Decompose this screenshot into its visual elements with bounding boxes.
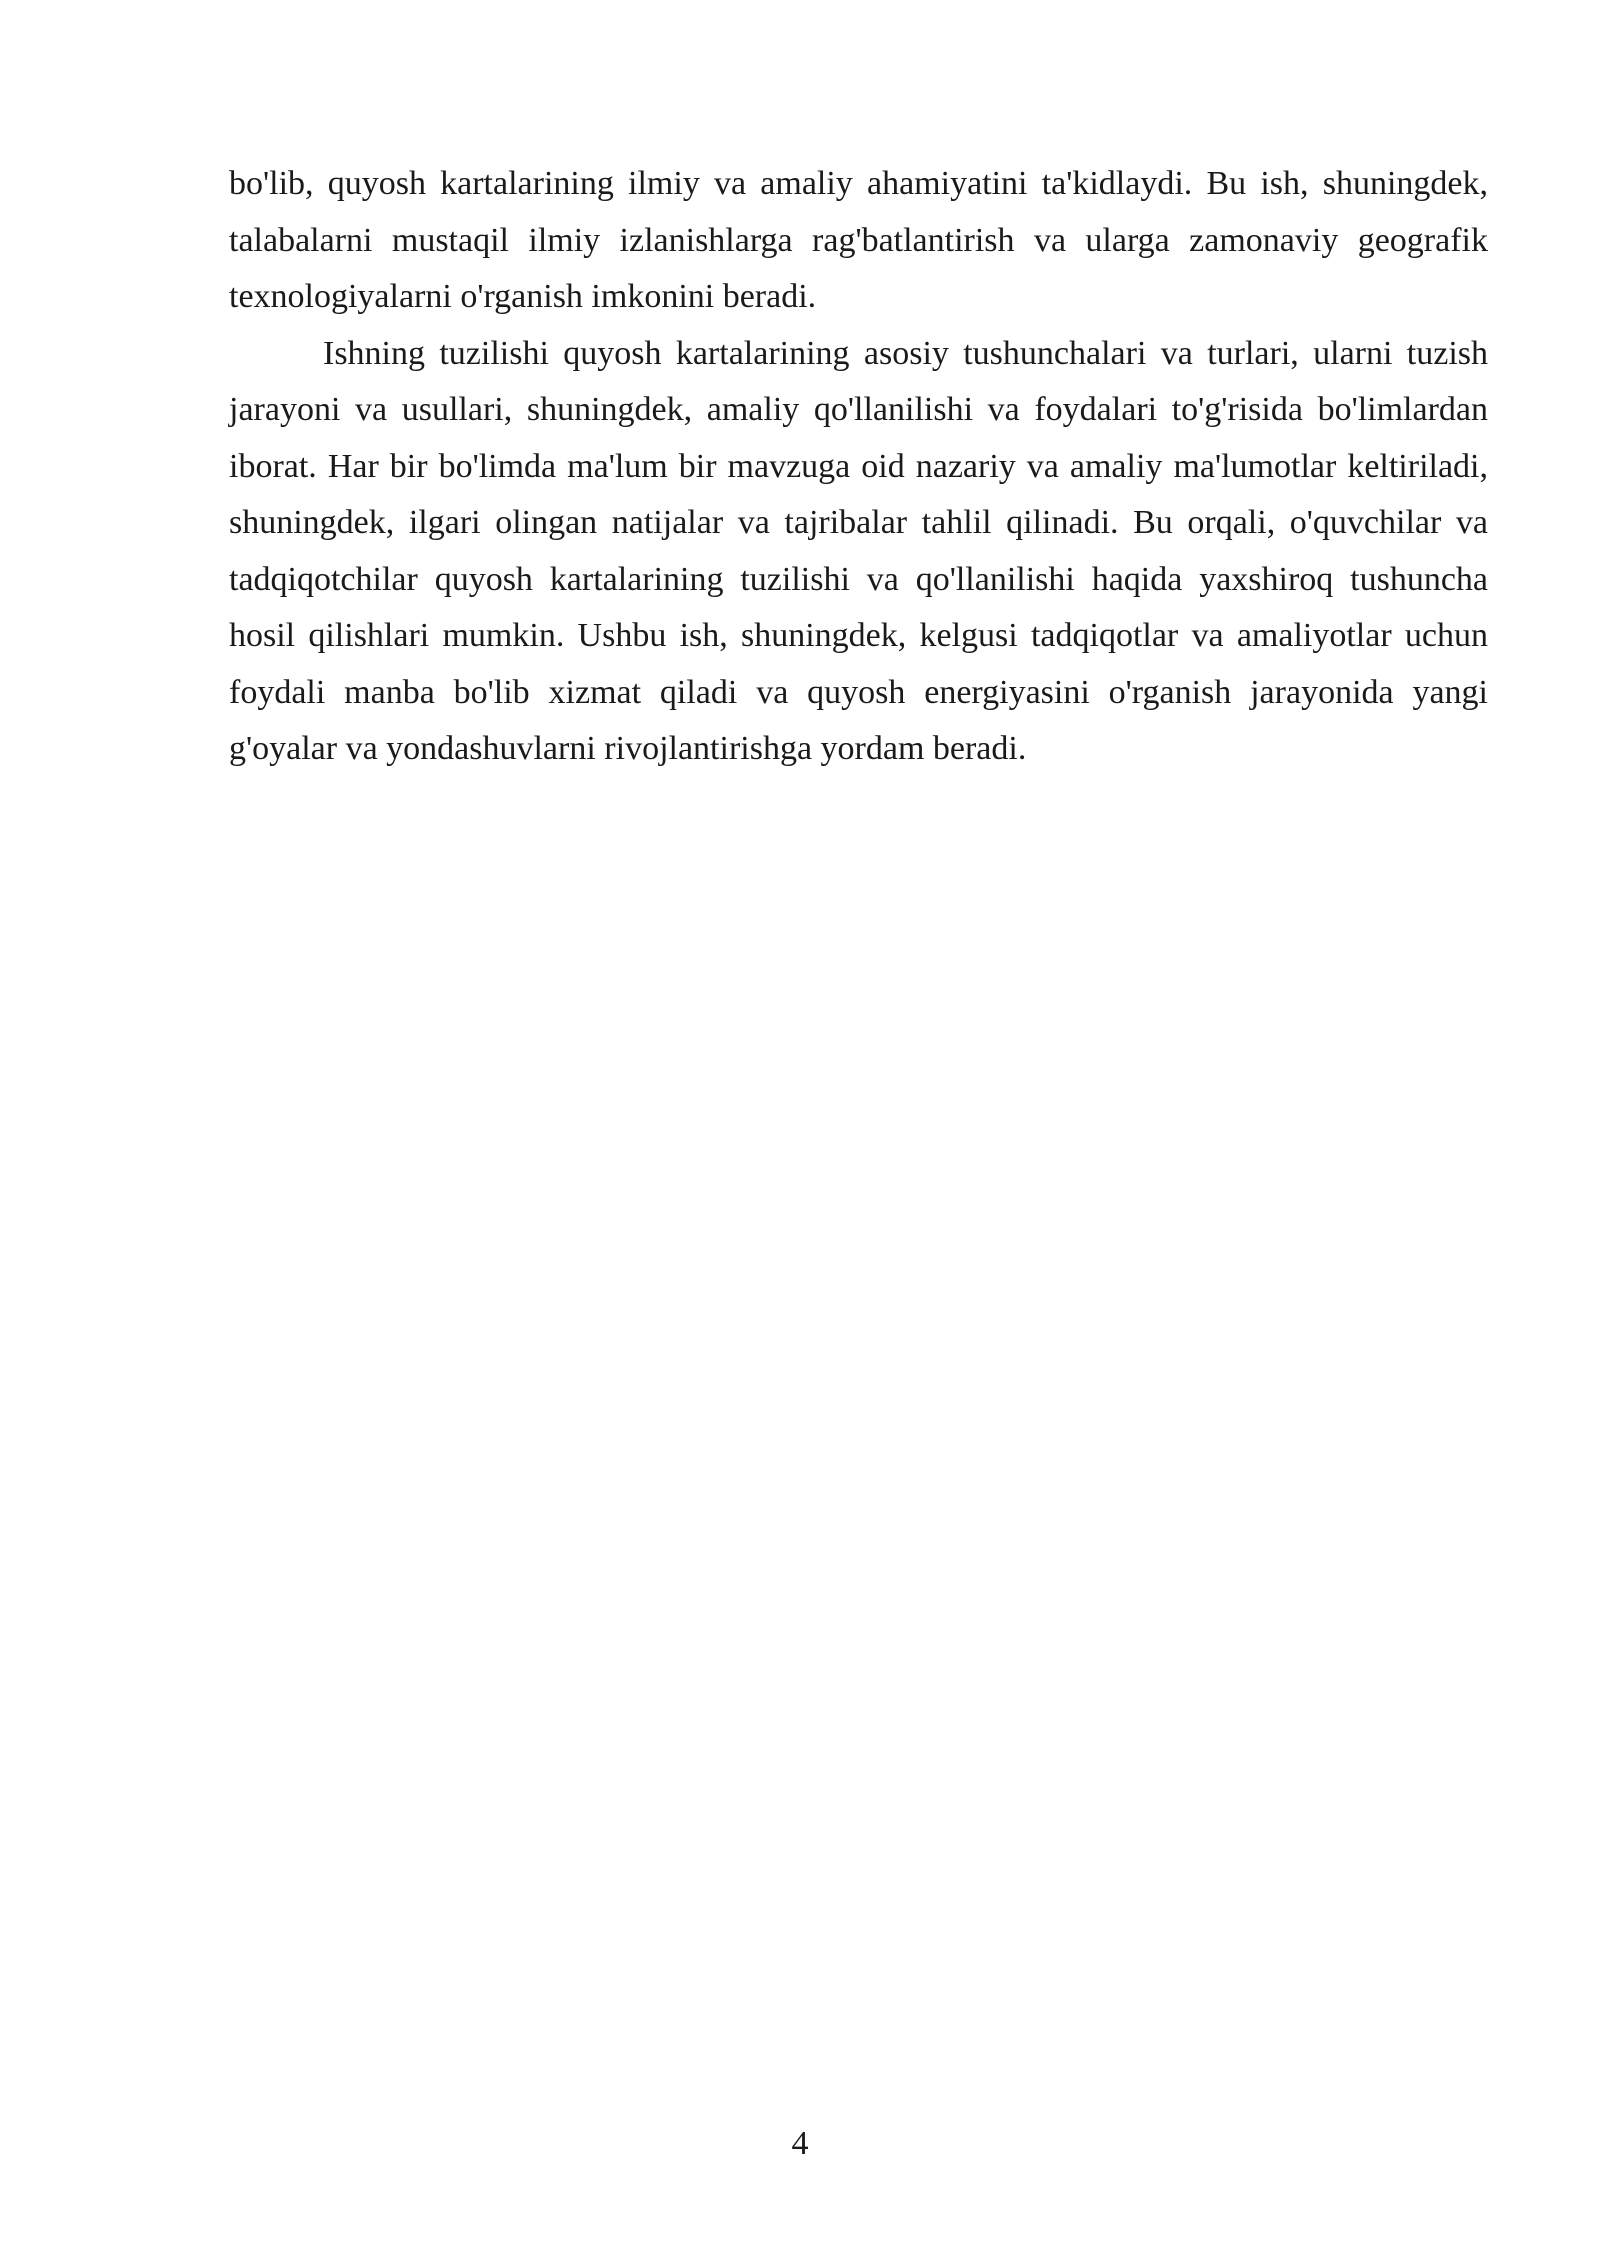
page-number: 4 [791,2125,809,2162]
paragraph-continued: bo'lib, quyosh kartalarining ilmiy va amaliy ahamiyatini ta'kidlaydi. Bu ish, shuningdek, talabalarni mustaqil ilmiy izlanishlarga rag'batlantirish va ularga zamonaviy geografik texnologiyalarni o'rganish imkonini beradi. [229,165,1488,315]
body-text [229,156,1488,778]
paragraph-structure: Ishning tuzilishi quyosh kartalarining asosiy tushunchalari va turlari, ularni tuzish jarayoni va usullari, shuningdek, amaliy qo'llanilishi va foydalari to'g'risida bo'limlardan iborat. Har bir bo'limda ma'lum bir mavzuga oid nazariy va amaliy ma'lumotlar keltiriladi, shuningdek, ilgari olingan natijalar va tajribalar tahlil qilinadi. Bu orqali, o'quvchilar va tadqiqotchilar quyosh kartalarining tuzilishi va qo'llanilishi haqida yaxshiroq tushuncha hosil qilishlari mumkin. Ushbu ish, shuningdek, kelgusi tadqiqotlar va amaliyotlar uchun foydali manba bo'lib xizmat qiladi va quyosh energiyasini o'rganish jarayonida yangi g'oyalar va yondashuvlarni rivojlantirishga yordam beradi. [229,334,1488,767]
